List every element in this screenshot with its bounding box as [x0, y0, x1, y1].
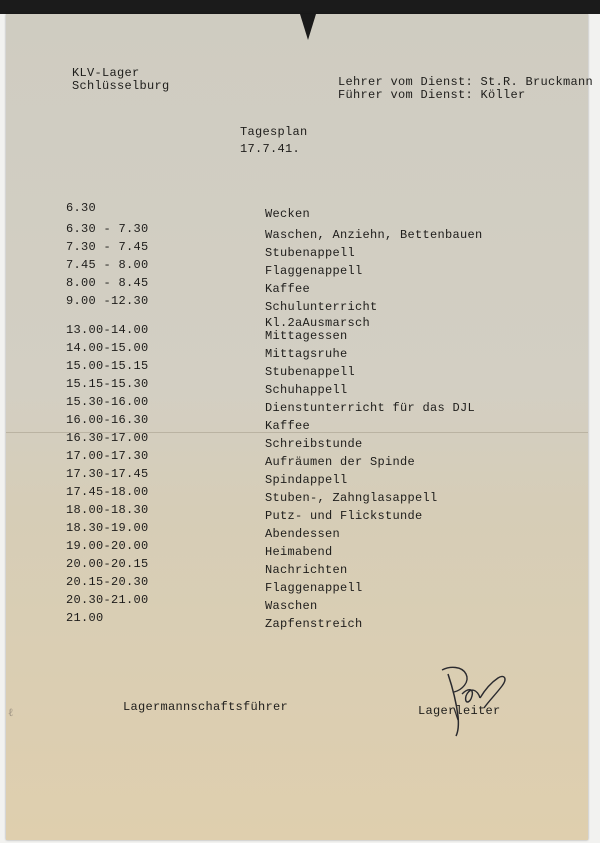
signature [418, 660, 518, 738]
schedule-activity: Kl.2aAusmarsch [265, 316, 371, 330]
schedule-activity: Abendessen [265, 527, 341, 541]
schedule-time: 8.00 - 8.45 [66, 276, 149, 290]
schedule-activity: Stubenappell [265, 246, 356, 260]
pencil-mark: ℓ [8, 706, 14, 719]
schedule-time: 13.00-14.00 [66, 323, 149, 337]
camp-name: KLV-Lager [72, 66, 140, 80]
schedule-time: 16.00-16.30 [66, 413, 149, 427]
schedule-activity: Aufräumen der Spinde [265, 455, 416, 469]
schedule-activity: Spindappell [265, 473, 348, 487]
schedule-activity: Waschen, Anziehn, Bettenbauen [265, 228, 483, 242]
paper-tear [300, 14, 316, 40]
schedule-activity: Heimabend [265, 545, 333, 559]
schedule-activity: Flaggenappell [265, 264, 363, 278]
schedule-time: 18.30-19.00 [66, 521, 149, 535]
schedule-activity: Nachrichten [265, 563, 348, 577]
schedule-activity: Mittagessen [265, 329, 348, 343]
camp-team-leader-label: Lagermannschaftsführer [123, 700, 289, 714]
schedule-time: 6.30 [66, 201, 97, 215]
camp-location: Schlüsselburg [72, 79, 170, 93]
scan-border [0, 0, 600, 14]
schedule-time: 7.45 - 8.00 [66, 258, 149, 272]
schedule-time: 15.30-16.00 [66, 395, 149, 409]
schedule-time: 6.30 - 7.30 [66, 222, 149, 236]
schedule-activity: Flaggenappell [265, 581, 363, 595]
schedule-activity: Stubenappell [265, 365, 356, 379]
schedule-time: 15.00-15.15 [66, 359, 149, 373]
schedule-time: 9.00 -12.30 [66, 294, 149, 308]
schedule-time: 18.00-18.30 [66, 503, 149, 517]
schedule-activity: Stuben-, Zahnglasappell [265, 491, 438, 505]
schedule-time: 20.00-20.15 [66, 557, 149, 571]
schedule-activity: Dienstunterricht für das DJL [265, 401, 476, 415]
plan-date: 17.7.41. [240, 142, 301, 156]
schedule-activity: Putz- und Flickstunde [265, 509, 423, 523]
schedule-activity: Zapfenstreich [265, 617, 363, 631]
schedule-activity: Schulunterricht [265, 300, 378, 314]
schedule-time: 21.00 [66, 611, 104, 625]
schedule-activity: Schuhappell [265, 383, 348, 397]
schedule-time: 19.00-20.00 [66, 539, 149, 553]
schedule-activity: Waschen [265, 599, 318, 613]
schedule-time: 17.30-17.45 [66, 467, 149, 481]
schedule-time: 17.00-17.30 [66, 449, 149, 463]
schedule-time: 16.30-17.00 [66, 431, 149, 445]
schedule-activity: Kaffee [265, 282, 311, 296]
leader-on-duty: Führer vom Dienst: Köller [338, 88, 526, 102]
camp-leader-label: Lagerleiter [418, 704, 501, 718]
schedule-time: 14.00-15.00 [66, 341, 149, 355]
schedule-time: 7.30 - 7.45 [66, 240, 149, 254]
schedule-time: 17.45-18.00 [66, 485, 149, 499]
schedule-activity: Schreibstunde [265, 437, 363, 451]
schedule-time: 20.30-21.00 [66, 593, 149, 607]
schedule-activity: Kaffee [265, 419, 311, 433]
schedule-time: 15.15-15.30 [66, 377, 149, 391]
page-title: Tagesplan [240, 125, 308, 139]
schedule-activity: Mittagsruhe [265, 347, 348, 361]
schedule-activity: Wecken [265, 207, 311, 221]
teacher-on-duty: Lehrer vom Dienst: St.R. Bruckmann [338, 75, 594, 89]
schedule-time: 20.15-20.30 [66, 575, 149, 589]
